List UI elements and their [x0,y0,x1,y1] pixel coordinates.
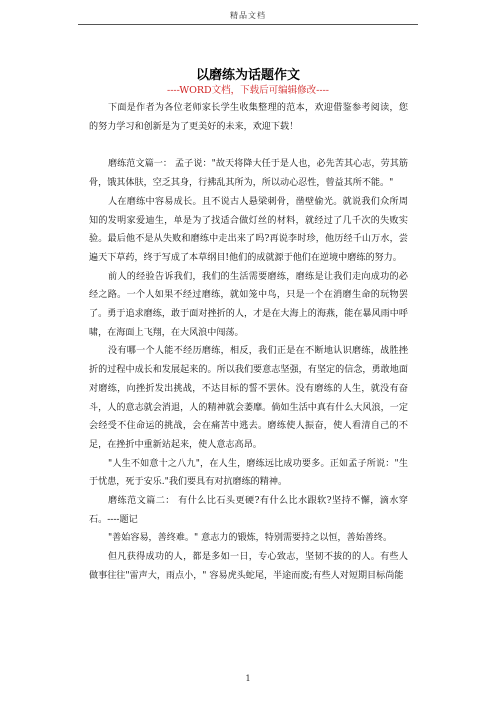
paragraph: 没有哪一个人能不经历磨练，相反，我们正是在不断地认识磨练，战胜挫折的过程中成长和发展起来的。所以我们要意志坚强，有坚定的信念，勇敢地面对磨练，向挫折发出挑战，不达目标的誓不罢休。没有磨练的人生，就没有奋斗，人的意志就会消退，人的精神就会萎靡。倘如生活中真有什么大风浪，一定会经受不住命运的挑战，会在痛苦中逃去。磨练使人振奋，使人看清自己的不足，在挫折中重新站起来，使人意志高昂。 [89,346,408,450]
paragraph: 人在磨练中容易成长。且不说古人悬梁刺骨，凿壁偷光。就说我们众所周知的发明家爱迪生，单是为了找适合做灯丝的材料，就经过了几千次的失败实验。最后他不是从失败和磨练中走出来了吗?再说李时珍，他历经千山万水，尝遍天下草药，终于写成了本草纲目!他们的成就源于他们在逆境中磨练的努力。 [89,196,408,263]
paragraph: 但凡获得成功的人，都是多如一日，专心致志，坚韧不拔的的人。有些人做事往往"雷声大，雨点小，" 容易虎头蛇尾，半途而废;有些人对短期目标尚能 [89,552,408,581]
paragraph-essay-one-opening: 磨练范文篇一： 孟子说："故天将降大任于是人也，必先苦其心志，劳其筋骨，饿其体肤，空乏其身，行拂乱其所为，所以动心忍性，曾益其所不能。" [89,159,408,189]
paragraph: "善始容易，善终难。" 意志力的锻炼，特别需要持之以恒，善始善终。 [108,533,393,544]
paragraph: "人生不如意十之八九"，在人生，磨练远比成功要多。正如孟子所说："生于忧患，死于安乐."我们要具有对抗磨练的精神。 [89,458,408,488]
page-number: 1 [245,674,251,683]
paragraph-essay-two-opening: 磨练范文篇二： 有什么比石头更硬?有什么比水跟软?坚持不懈，滴水穿石。----题记 [89,496,408,525]
paragraph-intro: 下面是作者为各位老师家长学生收集整理的范本，欢迎借鉴参考阅读，您的努力学习和创新是为了更美好的未来，欢迎下载！ [89,103,408,132]
document-title: 以磨练为话题作文 [195,68,300,83]
paragraph: 前人的经验告诉我们，我们的生活需要磨练，磨练是让我们走向成功的必经之路。一个人如果不经过磨练，就如笼中鸟，只是一个在消磨生命的玩物罢了。勇于追求磨练，敢于面对挫折的人，才是在大海上的海燕，能在暴风雨中呼啸，在海面上飞翔，在大风浪中闯荡。 [89,271,408,338]
document-body [89,99,408,586]
header-divider [78,24,418,25]
page-header: 精品文档 [230,11,266,20]
document-subtitle: ----WORD文档，下载后可编辑修改---- [167,85,329,96]
